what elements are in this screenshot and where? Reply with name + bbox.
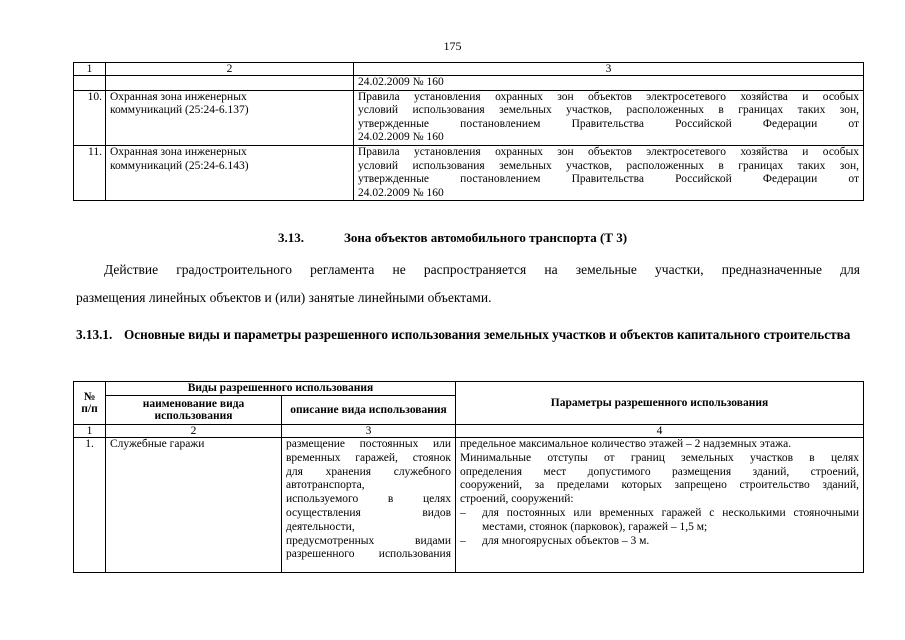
header-use-description: описание вида использования	[282, 396, 456, 425]
subsection-heading	[76, 327, 866, 343]
permitted-use-table	[73, 381, 864, 573]
col-number-1: 1	[74, 425, 106, 438]
table-row	[74, 145, 864, 200]
paragraph-line-2: размещения линейных объектов и (или) занятые линейными объектами.	[76, 290, 492, 305]
section-number: 3.13.	[277, 230, 304, 245]
zone-regulation: Правила установления охранных зон объектов электросетевого хозяйства и особых условий использования земельных участков, расположенных в границах таких зон, утвержденные постановлением Правительства Российской Федерации от 24.02.2009 № 160	[354, 145, 864, 200]
col-number-2: 2	[106, 425, 282, 438]
row-number: 10.	[74, 90, 106, 145]
paragraph-line-1: Действие градостроительного регламента не распространяется на земельные участки, предназначенные для	[104, 262, 860, 277]
page-number: 175	[443, 39, 462, 53]
use-name: Служебные гаражи	[106, 438, 282, 573]
subsection-title: Основные виды и параметры разрешенного использования земельных участков и объектов капитального строительства	[124, 327, 851, 342]
dash-bullet: –	[460, 506, 466, 519]
section-title	[0, 230, 905, 246]
continuation-text: 24.02.2009 № 160	[354, 76, 864, 91]
row-number: 1.	[74, 438, 106, 573]
row-number: 11.	[74, 145, 106, 200]
header-number: № п/п	[74, 382, 106, 425]
header-use-name: наименование вида использования	[106, 396, 282, 425]
zones-table-continued	[73, 62, 864, 201]
list-item	[460, 535, 859, 549]
table-header-row	[74, 382, 864, 396]
column-numbers-row	[74, 425, 864, 438]
table-row	[74, 90, 864, 145]
zone-name: Охранная зона инженерных коммуникаций (25:24-6.143)	[106, 145, 354, 200]
use-description: размещение постоянных или временных гаражей, стоянок для хранения служебного автотранспорта, используемого в целях осуществления видов деятельности, предусмотренных видами разрешенного использования	[282, 438, 456, 573]
zone-name: Охранная зона инженерных коммуникаций (25:24-6.137)	[106, 90, 354, 145]
header-use-types: Виды разрешенного использования	[106, 382, 456, 396]
dash-bullet: –	[460, 534, 466, 547]
subsection-number: 3.13.1.	[76, 327, 113, 342]
list-item	[460, 507, 859, 535]
table-row-continuation	[74, 76, 864, 91]
col-number-3: 3	[354, 63, 864, 76]
header-parameters: Параметры разрешенного использования	[456, 382, 864, 425]
setback-garages: для постоянных или временных гаражей с несколькими стояночными местами, стоянок (парковок), гаражей – 1,5 м;	[482, 506, 859, 533]
table-header-row	[74, 63, 864, 76]
paragraph	[76, 256, 860, 312]
setback-multilevel: для многоярусных объектов – 3 м.	[482, 534, 650, 547]
table-row	[74, 438, 864, 573]
use-parameters: предельное максимальное количество этажей – 2 надземных этажа. Минимальные отступы от границ земельных участков в целях определения мест допустимого размещения зданий, строений, сооружений, за пределами которых запрещено строительство зданий, строений, сооружений: – для постоянных или временных гаражей с несколькими стояночными местами, стоянок (парковок), гаражей – 1,5 м; – для многоярусных объектов – 3 м.	[456, 438, 864, 573]
col-number-1: 1	[74, 63, 106, 76]
col-number-2: 2	[106, 63, 354, 76]
col-number-3: 3	[282, 425, 456, 438]
section-title-text: Зона объектов автомобильного транспорта (Т 3)	[343, 230, 628, 245]
col-number-4: 4	[456, 425, 864, 438]
zone-regulation: Правила установления охранных зон объектов электросетевого хозяйства и особых условий использования земельных участков, расположенных в границах таких зон, утвержденные постановлением Правительства Российской Федерации от 24.02.2009 № 160	[354, 90, 864, 145]
max-floors: предельное максимальное количество этажей – 2 надземных этажа.	[460, 438, 792, 450]
